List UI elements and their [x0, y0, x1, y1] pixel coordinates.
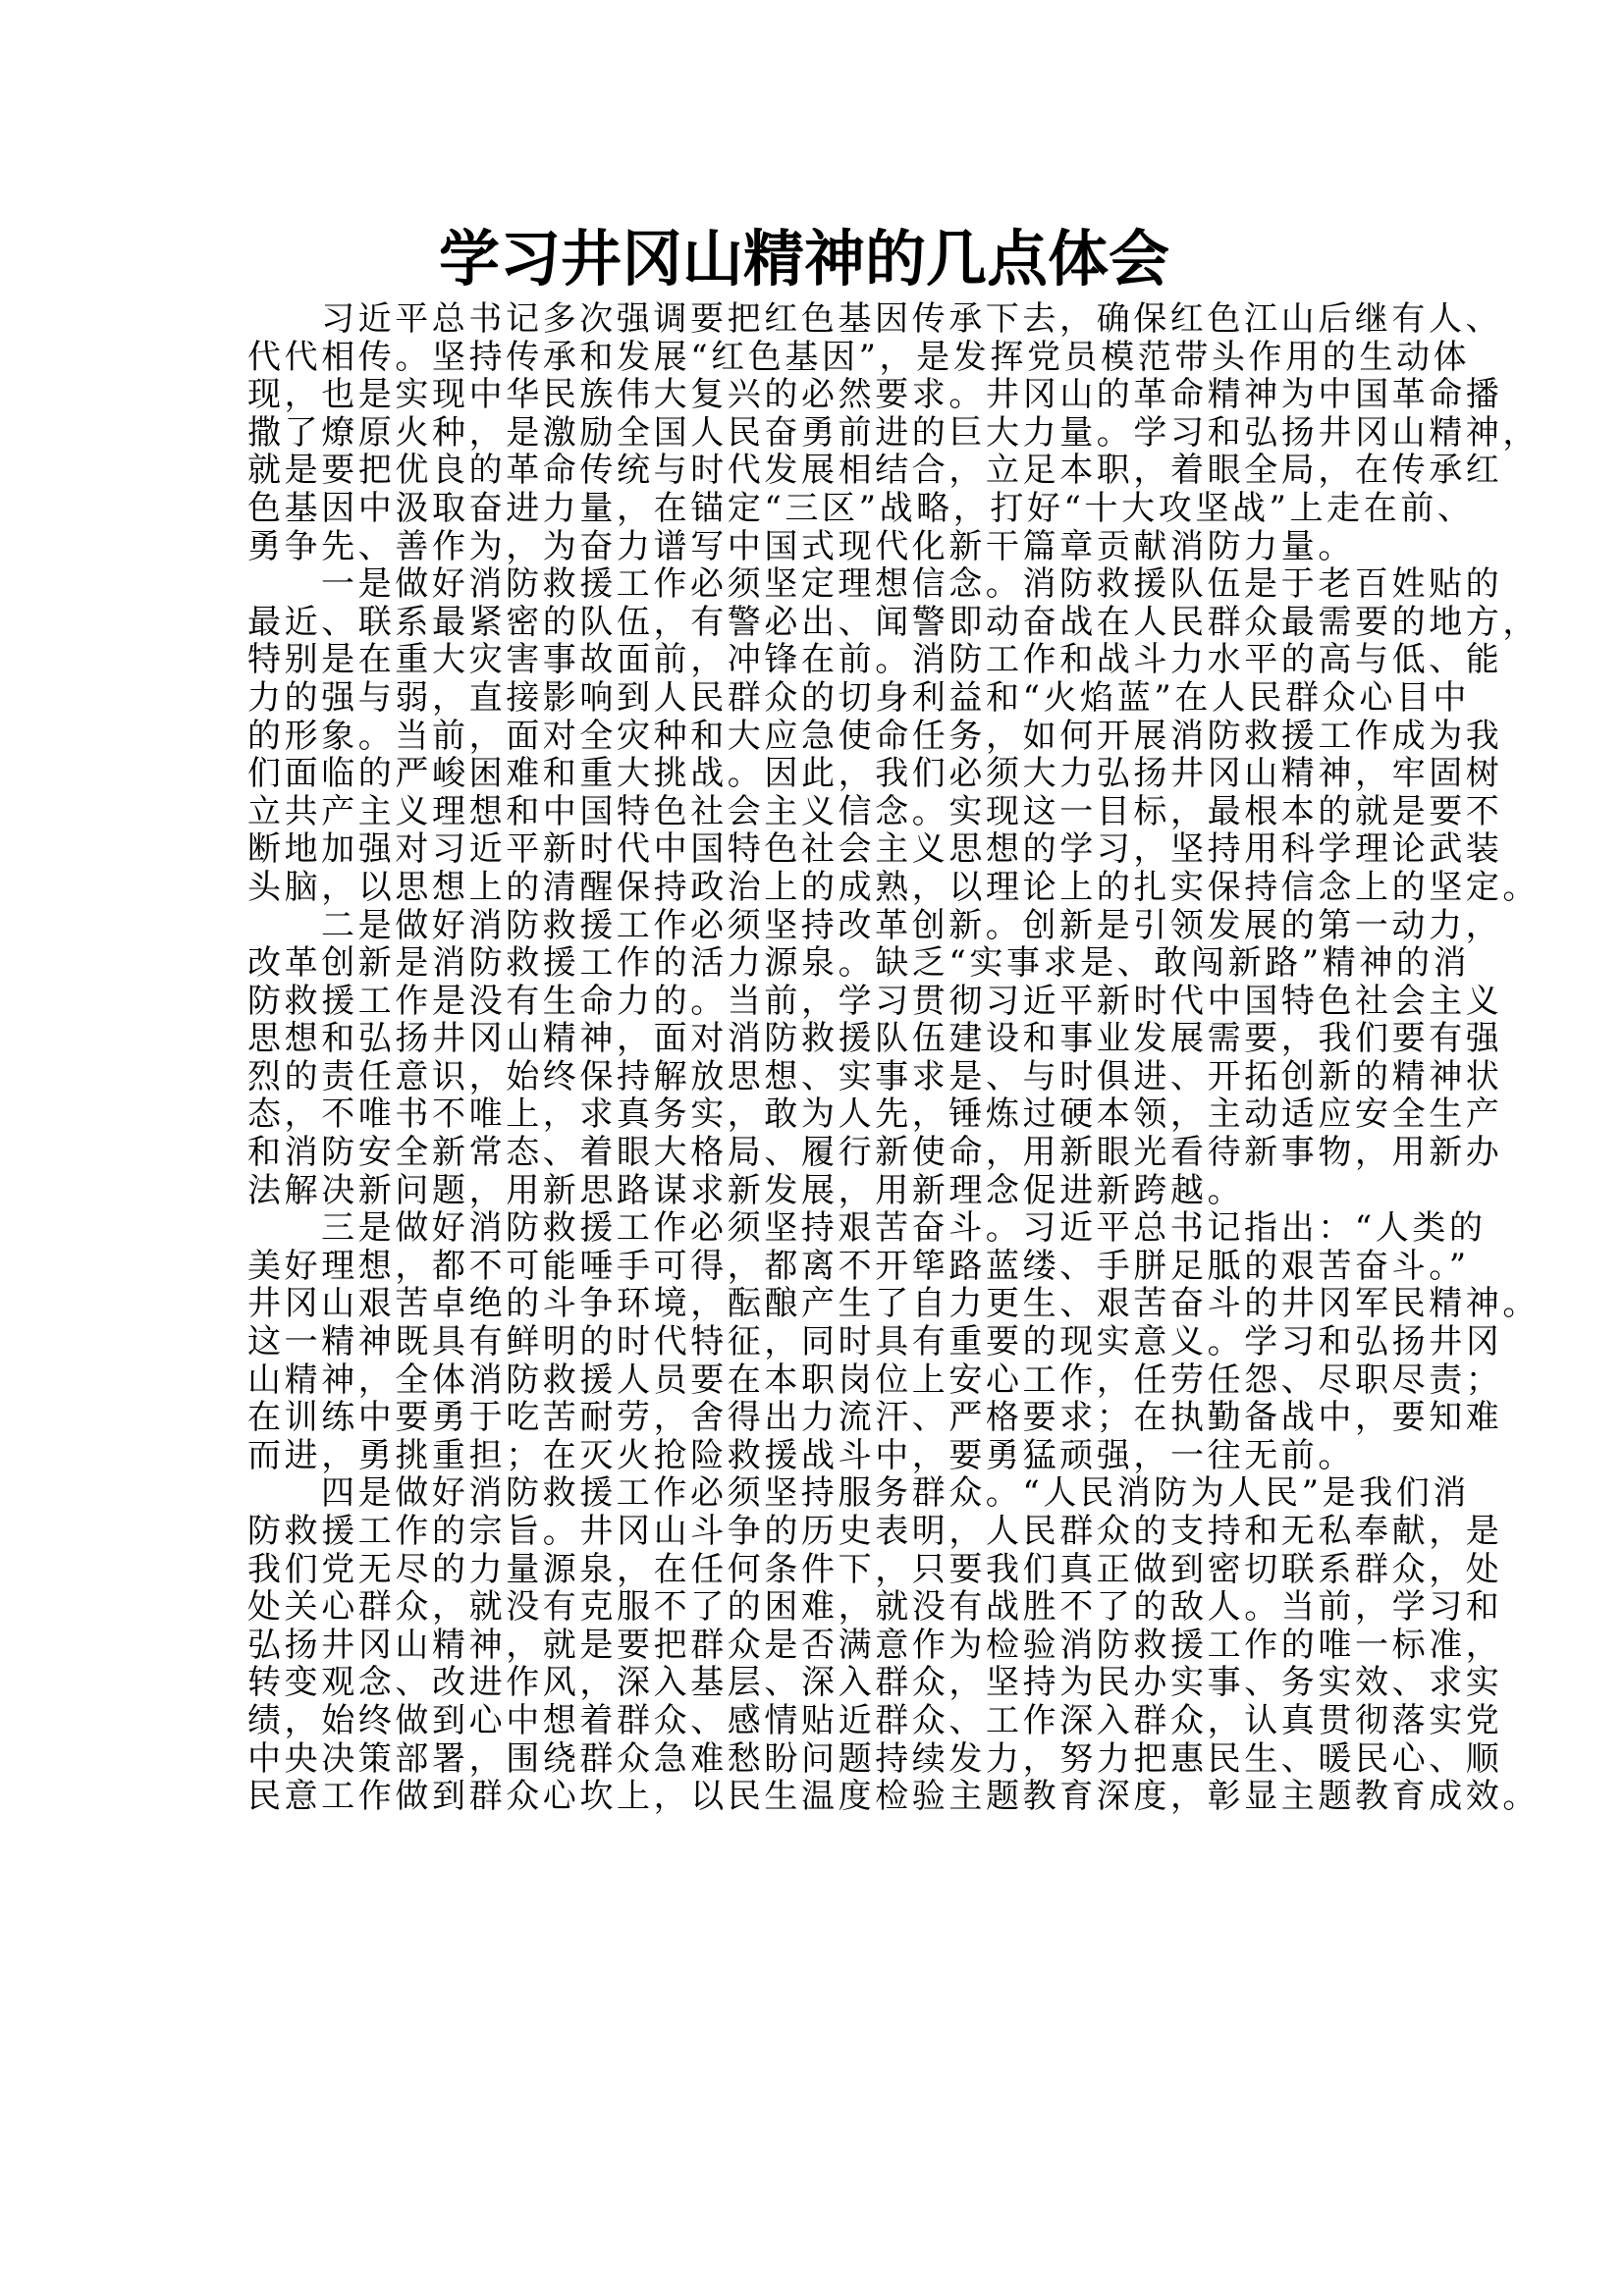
text-line: 和消防安全新常态、着眼大格局、履行新使命，用新眼光看待新事物，用新办 — [247, 1133, 1503, 1173]
text-line: 最近、联系最紧密的队伍，有警必出、闻警即动奋战在人民群众最需要的地方， — [247, 602, 1540, 642]
document-title: 学习井冈山精神的几点体会 — [438, 223, 1169, 294]
text-line: 代代相传。坚持传承和发展“红色基因”，是发挥党员模范带头作用的生动体 — [247, 337, 1471, 377]
document-page — [247, 218, 1540, 1817]
text-line: 特别是在重大灾害事故面前，冲锋在前。消防工作和战斗力水平的高与低、能 — [247, 640, 1503, 680]
text-line: 勇争先、善作为，为奋力谱写中国式现代化新干篇章贡献消防力量。 — [247, 526, 1355, 566]
text-line: 这一精神既具有鲜明的时代特征，同时具有重要的现实意义。学习和弘扬井冈 — [247, 1322, 1503, 1362]
paragraph — [247, 299, 1540, 566]
text-line: 烈的责任意识，始终保持解放思想、实事求是、与时俱进、开拓创新的精神状 — [247, 1056, 1503, 1096]
text-line: 现，也是实现中华民族伟大复兴的必然要求。井冈山的革命精神为中国革命播 — [247, 375, 1503, 415]
text-line: 习近平总书记多次强调要把红色基因传承下去，确保红色江山后继有人、 — [321, 299, 1503, 339]
paragraph — [247, 564, 1540, 907]
text-line: 防救援工作是没有生命力的。当前，学习贯彻习近平新时代中国特色社会主义 — [247, 981, 1503, 1021]
text-line: 我们党无尽的力量源泉，在任何条件下，只要我们真正做到密切联系群众，处 — [247, 1549, 1503, 1589]
text-line: 断地加强对习近平新时代中国特色社会主义思想的学习，坚持用科学理论武装 — [247, 829, 1503, 870]
text-line: 四是做好消防救援工作必须坚持服务群众。“人民消防为人民”是我们消 — [321, 1473, 1470, 1514]
text-line: 改革创新是消防救援工作的活力源泉。缺乏“实事求是、敢闯新路”精神的消 — [247, 943, 1471, 984]
text-line: 力的强与弱，直接影响到人民群众的切身利益和“火焰蓝”在人民群众心目中 — [247, 677, 1471, 718]
text-line: 弘扬井冈山精神，就是要把群众是否满意作为检验消防救援工作的唯一标准， — [247, 1625, 1503, 1665]
text-line: 山精神，全体消防救援人员要在本职岗位上安心工作，任劳任怨、尽职尽责； — [247, 1360, 1503, 1400]
text-line: 的形象。当前，面对全灾种和大应急使命任务，如何开展消防救援工作成为我 — [247, 716, 1503, 756]
text-line: 态，不唯书不唯上，求真务实，敢为人先，锤炼过硬本领，主动适应安全生产 — [247, 1095, 1503, 1135]
text-line: 们面临的严峻困难和重大挑战。因此，我们必须大力弘扬井冈山精神，牢固树 — [247, 754, 1503, 794]
text-line: 一是做好消防救援工作必须坚定理想信念。消防救援队伍是于老百姓贴的 — [321, 564, 1503, 605]
text-line: 处关心群众，就没有克服不了的困难，就没有战胜不了的敌人。当前，学习和 — [247, 1587, 1503, 1628]
text-line: 中央决策部署，围绕群众急难愁盼问题持续发力，努力把惠民生、暖民心、顺 — [247, 1738, 1503, 1779]
text-line: 撒了燎原火种，是激励全国人民奋勇前进的巨大力量。学习和弘扬井冈山精神， — [247, 412, 1540, 453]
text-line: 头脑，以思想上的清醒保持政治上的成熟，以理论上的扎实保持信念上的坚定。 — [247, 867, 1540, 907]
text-line: 转变观念、改进作风，深入基层、深入群众，坚持为民办实事、务实效、求实 — [247, 1663, 1503, 1703]
text-line: 美好理想，都不可能唾手可得，都离不开筚路蓝缕、手胼足胝的艰苦奋斗。” — [247, 1246, 1470, 1286]
text-line: 三是做好消防救援工作必须坚持艰苦奋斗。习近平总书记指出：“人类的 — [321, 1208, 1487, 1249]
text-line: 二是做好消防救援工作必须坚持改革创新。创新是引领发展的第一动力， — [321, 905, 1503, 945]
text-line: 在训练中要勇于吃苦耐劳，舍得出力流汗、严格要求；在执勤备战中，要知难 — [247, 1398, 1503, 1438]
text-line: 法解决新问题，用新思路谋求新发展，用新理念促进新跨越。 — [247, 1170, 1245, 1210]
paragraph — [247, 1208, 1540, 1475]
text-line: 就是要把优良的革命传统与时代发展相结合，立足本职，着眼全局，在传承红 — [247, 451, 1503, 491]
text-line: 井冈山艰苦卓绝的斗争环境，酝酿产生了自力更生、艰苦奋斗的井冈军民精神。 — [247, 1284, 1540, 1324]
text-line: 思想和弘扬井冈山精神，面对消防救援队伍建设和事业发展需要，我们要有强 — [247, 1019, 1503, 1059]
paragraph — [247, 1473, 1540, 1817]
text-line: 色基因中汲取奋进力量，在锚定“三区”战略，打好“十大攻坚战”上走在前、 — [247, 488, 1475, 528]
text-line: 民意工作做到群众心坎上，以民生温度检验主题教育深度，彰显主题教育成效。 — [247, 1777, 1540, 1817]
paragraph — [247, 905, 1503, 1210]
document-body — [247, 299, 1540, 1817]
text-line: 而进，勇挑重担；在灭火抢险救援战斗中，要勇猛顽强，一往无前。 — [247, 1435, 1355, 1475]
text-line: 绩，始终做到心中想着群众、感情贴近群众、工作深入群众，认真贯彻落实党 — [247, 1700, 1503, 1740]
text-line: 防救援工作的宗旨。井冈山斗争的历史表明，人民群众的支持和无私奉献，是 — [247, 1512, 1503, 1551]
text-line: 立共产主义理想和中国特色社会主义信念。实现这一目标，最根本的就是要不 — [247, 791, 1503, 831]
